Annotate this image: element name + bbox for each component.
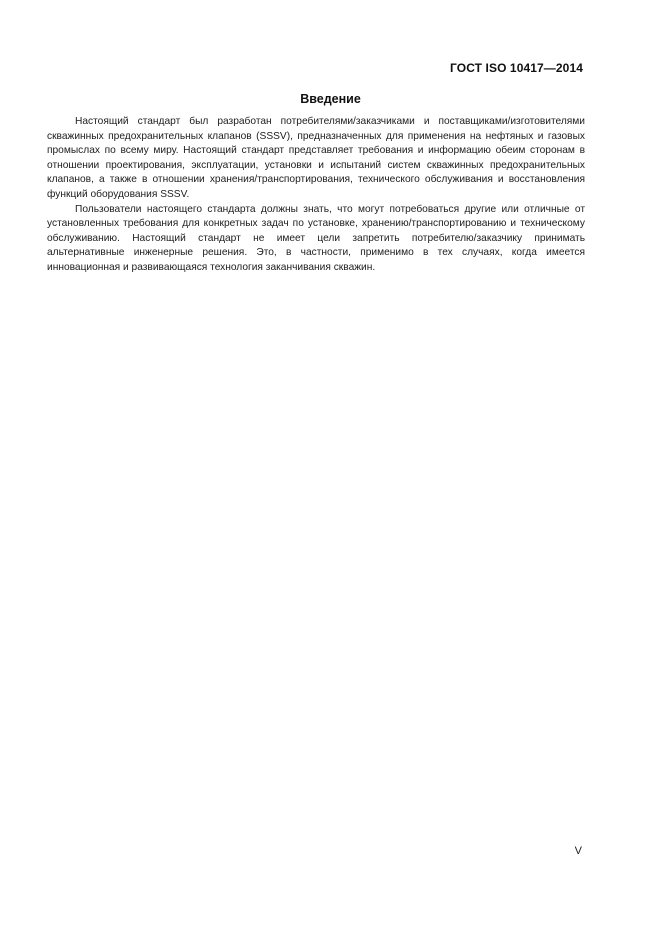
section-title: Введение (300, 92, 361, 106)
paragraph-2: Пользователи настоящего стандарта должны знать, что могут потребоваться другие или отличные от установленных требования для конкретных задач по установке, хранению/транспортированию и техническому обслуживанию. Настоящий стандарт не имеет цели запретить потребителю/заказчику принимать альтернативные инженерные решения. Это, в частности, применимо в тех случаях, когда имеется инновационная и развивающаяся технология заканчивания скважин. (47, 203, 585, 273)
page-number: V (574, 845, 582, 857)
document-code: ГОСТ ISO 10417—2014 (450, 61, 583, 75)
body-text (47, 115, 585, 276)
paragraph-1: Настоящий стандарт был разработан потребителями/заказчиками и поставщиками/изготовителями скважинных предохранительных клапанов (SSSV), предназначенных для применения на нефтяных и газовых промыслах по всему миру. Настоящий стандарт представляет требования и информацию обеим сторонам в отношении проектирования, эксплуатации, установки и испытаний систем скважинных предохранительных клапанов, а также в отношении хранения/транспортирования, технического обслуживания и восстановления функций оборудования SSSV. (47, 116, 585, 200)
